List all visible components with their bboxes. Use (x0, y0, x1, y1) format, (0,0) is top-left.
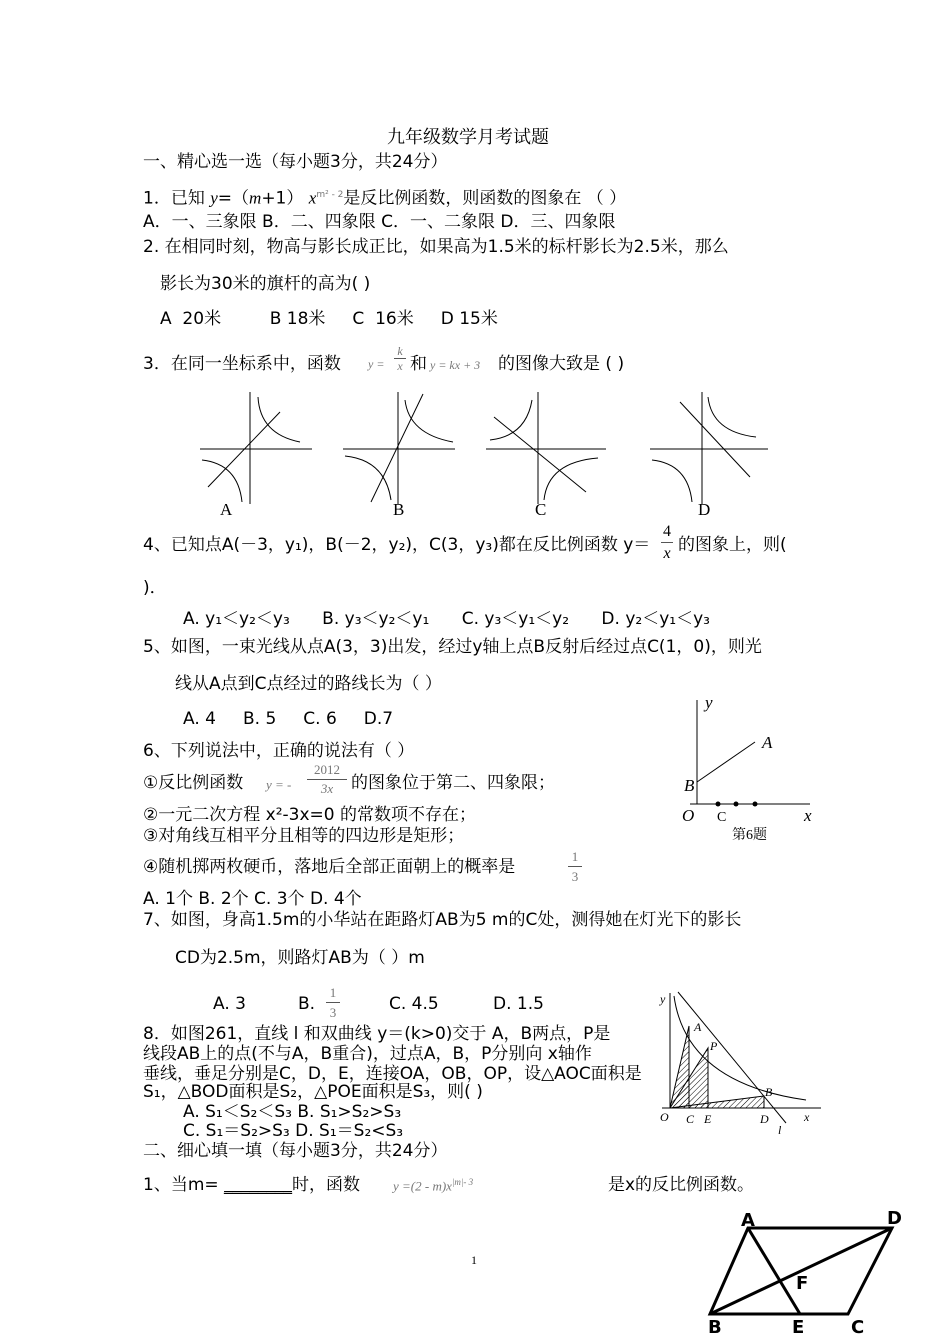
q3-graph-a (200, 392, 312, 507)
q3-label-a: A (220, 500, 233, 519)
q5-fig-o: O (682, 806, 695, 825)
q8-fig-x: x (804, 1110, 810, 1124)
q5-options: A. 4 B. 5 C. 6 D.7 (183, 709, 394, 729)
q5-fig-x: x (804, 806, 812, 825)
q8-fig-e: E (704, 1112, 712, 1126)
f1-stem-c: 是x的反比例函数。 (608, 1175, 755, 1195)
q7-opt-c: C. 4.5 (389, 994, 439, 1014)
q6-s4: ④随机掷两枚硬币，落地后全部正面朝上的概率是 (143, 857, 516, 877)
q3-f1-fraction: $\frac{k}{x}$ (394, 344, 406, 373)
q6-s1-b: 的图象位于第二、四象限； (351, 773, 555, 793)
q7-opt-a: A. 3 (213, 994, 246, 1014)
q7-line2: CD为2.5m，则路灯AB为（ ）m (175, 948, 425, 968)
q8-fig-y: y (660, 992, 666, 1006)
section2-heading: 二、细心填一填（每小题3分，共24分） (143, 1141, 448, 1161)
q6-s1-a: ①反比例函数 (143, 773, 244, 793)
q8-line1: 8．如图261，直线 l 和双曲线 y＝(k>0)交于 A，B两点，P是 (143, 1024, 611, 1044)
section1-heading: 一、精心选一选（每小题3分，共24分） (143, 152, 448, 172)
q7-line1: 7、如图，身高1.5m的小华站在距路灯AB为5 m的C处，测得她在灯光下的影长 (143, 910, 742, 930)
q5-fig-y: y (705, 693, 713, 712)
q3-f1-y: y = (368, 357, 385, 371)
q4-options: A. y₁＜y₂＜y₃ B. y₃＜y₂＜y₁ C. y₃＜y₁＜y₂ D. y₂＜y₁＜y₃ (183, 609, 710, 629)
q8-opt2: C. S₁＝S₂>S₃ D. S₁＝S₂<S₃ (183, 1121, 404, 1141)
q4-line1-end: 的图象上，则( (678, 535, 787, 555)
para-label-d: D (887, 1208, 902, 1229)
page-title: 九年级数学月考试题 (387, 127, 549, 148)
para-label-b: B (708, 1317, 722, 1338)
q5-line2: 线从A点到C点经过的路线长为（ ） (175, 674, 442, 694)
q8-line2: 线段AB上的点(不与A，B重合)，过点A，B，P分别向 x轴作 (143, 1044, 592, 1064)
para-label-a: A (741, 1210, 755, 1231)
q7-opt-d: D. 1.5 (493, 994, 544, 1014)
q6-stem: 6、下列说法中，正确的说法有（ ） (143, 741, 415, 761)
q6-s2: ②一元二次方程 x²-3x=0 的常数项不存在； (143, 805, 476, 825)
q8-opt1: A. S₁＜S₂＜S₃ B. S₁>S₂>S₃ (183, 1102, 402, 1122)
page-number: 1 (471, 1253, 477, 1267)
q6-s1-fraction: $\frac{2012}{3x}$ (307, 761, 347, 798)
q8-fig-d: D (760, 1112, 769, 1126)
q7-opt-b: B. (298, 994, 316, 1014)
q8-fig-l: l (778, 1123, 782, 1137)
q3-f2: y = kx + 3 (430, 358, 481, 372)
q8-fig-o: O (660, 1110, 669, 1124)
q6-s3: ③对角线互相平分且相等的四边形是矩形； (143, 826, 465, 846)
q6-s4-fraction: $\frac{1}{3}$ (568, 847, 582, 886)
q8-fig-a: A (694, 1020, 702, 1034)
q5-fig-c: C (717, 810, 727, 825)
q4-line2: )． (143, 578, 167, 598)
q8-fig-c: C (686, 1112, 695, 1126)
q4-line1: 4、已知点A(－3，y₁)，B(－2，y₂)，C(3，y₃)都在反比例函数 y＝ (143, 535, 651, 555)
para-label-c: C (851, 1317, 865, 1338)
q7-b-fraction: $\frac{1}{3}$ (326, 983, 340, 1022)
q3-label-c: C (535, 500, 547, 519)
q5-fig-a: A (762, 733, 773, 752)
q6-options: A. 1个 B. 2个 C. 3个 D. 4个 (143, 889, 362, 909)
q5-figure (680, 692, 820, 842)
q5-line1: 5、如图，一束光线从点A(3，3)出发，经过y轴上点B反射后经过点C(1，0)，则光 (143, 637, 762, 657)
parallelogram-figure (700, 1220, 920, 1330)
q3-stem-b: 的图像大致是 ( ) (498, 354, 625, 374)
q2-line2: 影长为30米的旗杆的高为( ) (160, 274, 371, 294)
q8-figure (656, 988, 826, 1128)
q6-s1-y: y = - (266, 777, 292, 792)
f1-stem-a: 1、当m= ________时，函数 (143, 1175, 361, 1195)
q8-line3: 垂线，垂足分别是C，D，E，连接OA，OB，OP，设△AOC面积是 (143, 1064, 642, 1084)
para-label-e: E (792, 1317, 805, 1338)
q3-graph-c (486, 392, 606, 507)
q8-fig-p: P (710, 1039, 718, 1053)
q1-stem: 1．已知 y=（m+1） $x^{m^2 - 2}$是反比例函数，则函数的图象在 （ ） (143, 188, 627, 209)
q2-line1: 2. 在相同时刻，物高与影长成正比，如果高为1.5米的标杆影长为2.5米，那么 (143, 237, 729, 257)
q3-graph-d (650, 392, 768, 507)
q4-fraction: $\frac{4}{x}$ (663, 523, 671, 562)
q3-label-b: B (393, 500, 405, 519)
q5-fig-b: B (684, 776, 695, 795)
q5-fig-caption: 第6题 (732, 828, 767, 843)
q3-stem-a: 3．在同一坐标系中，函数 (143, 354, 341, 374)
q3-graph-b (343, 392, 455, 507)
para-label-f: F (796, 1273, 809, 1294)
q8-fig-b: B (765, 1085, 773, 1099)
q8-line4: S₁，△BOD面积是S₂，△POE面积是S₃，则( ) (143, 1082, 483, 1102)
f1-formula: $y =(2 - m)x^{|m|- 3}$ (393, 1177, 474, 1194)
q1-options: A．一、三象限 B．二、四象限 C．一、二象限 D．三、四象限 (143, 212, 616, 232)
q2-options: A 20米 B 18米 C 16米 D 15米 (160, 309, 498, 329)
q3-stem-mid: 和 (410, 354, 427, 374)
q3-label-d: D (698, 500, 711, 519)
